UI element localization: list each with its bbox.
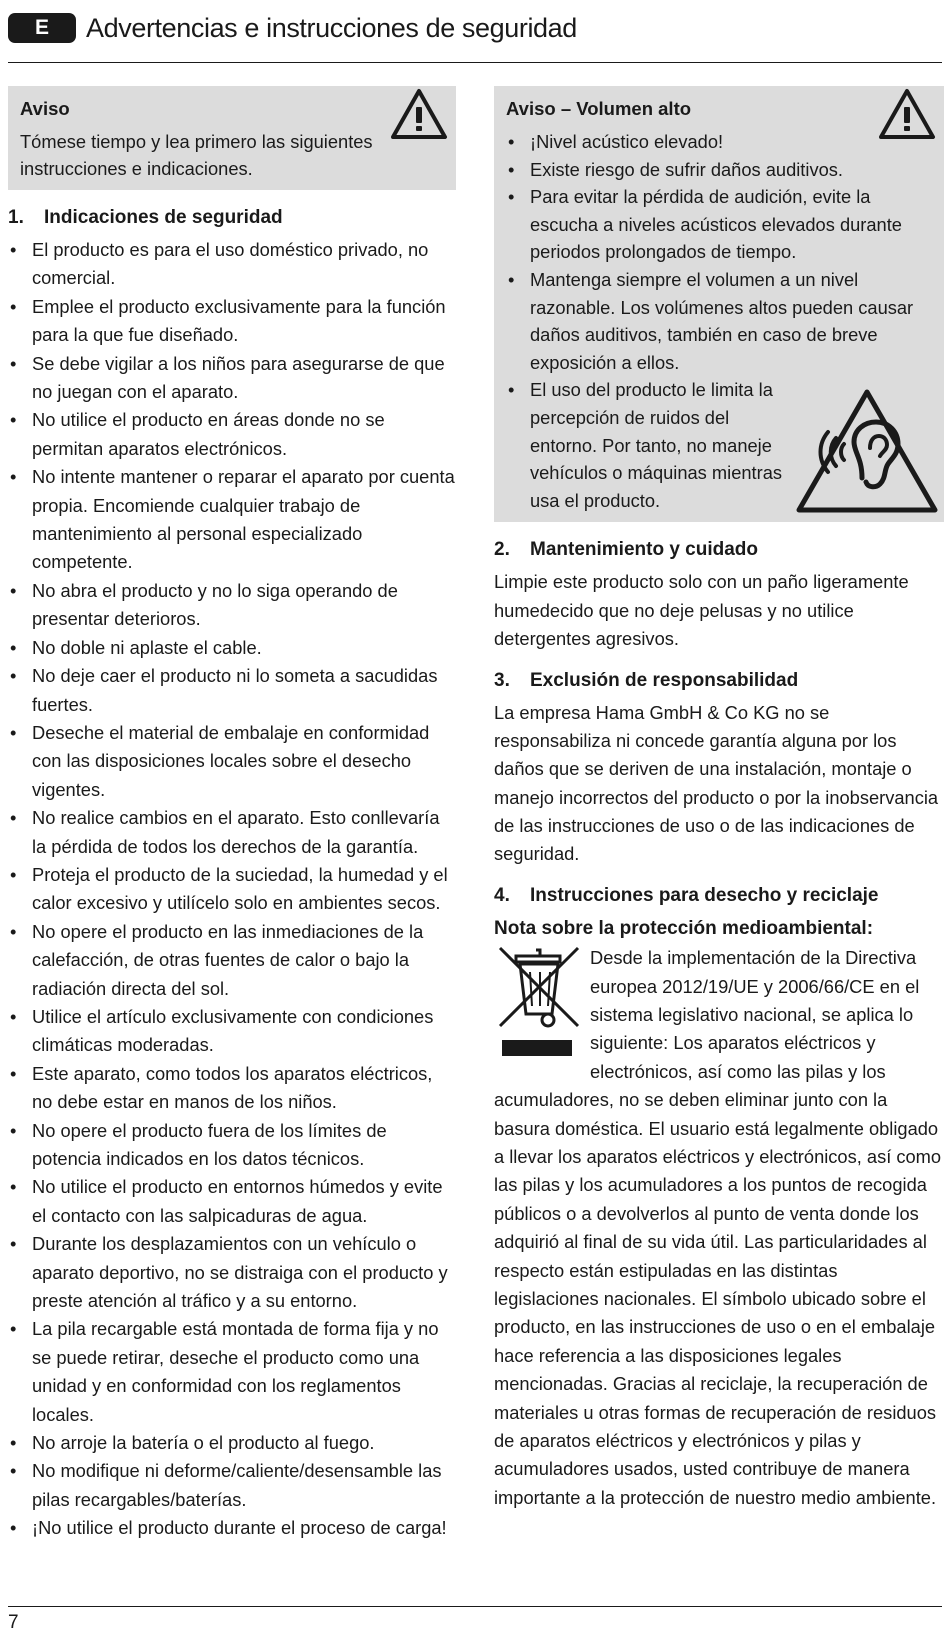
header-divider <box>8 62 942 63</box>
section-title: Instrucciones para desecho y reciclaje <box>530 885 879 907</box>
list-item: • Utilice el artículo exclusivamente con condiciones climáticas moderadas. <box>8 1003 456 1060</box>
list-item: • Deseche el material de embalaje en conformidad con las disposiciones locales sobre el desecho vigentes. <box>8 719 456 804</box>
list-item: • No opere el producto en las inmediaciones de la calefacción, de otras fuentes de calor o bajo la radiación directa del sol. <box>8 918 456 1003</box>
list-item: • No doble ni aplaste el cable. <box>8 634 456 662</box>
warning-triangle-icon <box>390 88 448 140</box>
footer-divider <box>8 1606 942 1607</box>
left-column <box>8 86 456 1543</box>
notice-title: Aviso <box>20 98 70 119</box>
section-heading-safety <box>8 204 456 232</box>
list-item: • La pila recargable está montada de forma fija y no se puede retirar, deseche el producto como una unidad y en conformidad con los reglamentos locales. <box>8 1315 456 1429</box>
section-number: 3. <box>494 669 510 691</box>
notice-title: Aviso – Volumen alto <box>506 98 692 119</box>
list-item: • No modifique ni deforme/caliente/desensamble las pilas recargables/baterías. <box>8 1457 456 1514</box>
list-item: • Durante los desplazamientos con un vehículo o aparato deportivo, no se distraiga con el producto y preste atención al tráfico y a su entorno. <box>8 1230 456 1315</box>
list-item: • ¡Nivel acústico elevado! <box>506 128 932 156</box>
page-header <box>8 10 577 46</box>
list-item: • Se debe vigilar a los niños para asegurarse de que no juegan con el aparato. <box>8 350 456 407</box>
list-item: • Mantenga siempre el volumen a un nivel razonable. Los volúmenes altos pueden causar daños auditivos, también en caso de breve exposición a ellos. <box>506 266 932 376</box>
maintenance-text: Limpie este producto solo con un paño ligeramente humedecido que no deje pelusas y no utilice detergentes agresivos. <box>494 571 909 649</box>
section-number: 4. <box>494 885 510 907</box>
language-badge: E <box>8 13 76 43</box>
list-item: • Este aparato, como todos los aparatos eléctricos, no debe estar en manos de los niños. <box>8 1060 456 1117</box>
list-item: • No realice cambios en el aparato. Esto conllevaría la pérdida de todos los derechos de la garantía. <box>8 804 456 861</box>
list-item: • Para evitar la pérdida de audición, evite la escucha a niveles acústicos elevados durante periodos prolongados de tiempo. <box>506 183 932 266</box>
notice-box <box>8 86 456 190</box>
section-heading-disposal <box>494 882 944 910</box>
disposal-text: Desde la implementación de la Directiva europea 2012/19/UE y 2006/66/CE en el sistema legislativo nacional, se aplica lo siguiente: Los aparatos eléctricos y electrónicos, así como las pilas y los acumuladores, no se deben eliminar junto con la basura doméstica. El usuario está legalmente obligado a llevar los aparatos eléctricos y electrónicos, así como las pilas y los acumuladores a los puntos de recogida públicos o a devolverlos al punto de venta donde los adquirió al final de su vida útil. Las particularidades al respecto están estipuladas en las distintas legislaciones nacionales. El símbolo ubicado sobre el producto, en las instrucciones de uso o en el embalaje hace referencia a las disposiciones legales mencionadas. Gracias al reciclaje, la recuperación de materiales u otras formas de recuperación de residuos de aparatos eléctricos y electrónicos y pilas y acumuladores usados, usted contribuye de manera importante a la protección de nuestro medio ambiente. <box>494 947 942 1508</box>
list-item: • Proteja el producto de la suciedad, la humedad y el calor excesivo y utilícelo solo en ambientes secos. <box>8 861 456 918</box>
notice-text: Tómese tiempo y lea primero las siguientes instrucciones e indicaciones. <box>20 131 373 179</box>
section-number: 1. <box>8 207 24 228</box>
list-item: • No utilice el producto en entornos húmedos y evite el contacto con las salpicaduras de agua. <box>8 1173 456 1230</box>
section-title: Indicaciones de seguridad <box>44 207 283 228</box>
list-item: • No abra el producto y no lo siga operando de presentar deterioros. <box>8 577 456 634</box>
section-title: Mantenimiento y cuidado <box>530 539 759 561</box>
section-title: Exclusión de responsabilidad <box>530 669 799 691</box>
liability-text: La empresa Hama GmbH & Co KG no se responsabiliza ni concede garantía alguna por los daños que se deriven de una instalación, montaje o manejo incorrectos del producto o por la inobservancia de las instrucciones de uso o de las indicaciones de seguridad. <box>494 701 939 864</box>
list-item: • No opere el producto fuera de los límites de potencia indicados en los datos técnicos. <box>8 1117 456 1174</box>
list-item: • Emplee el producto exclusivamente para la función para la que fue diseñado. <box>8 293 456 350</box>
section-heading-liability <box>494 667 944 695</box>
section-number: 2. <box>494 539 510 561</box>
list-item: • ¡No utilice el producto durante el proceso de carga! <box>8 1514 456 1542</box>
hearing-damage-warning-icon <box>794 386 940 516</box>
list-item: • El producto es para el uso doméstico privado, no comercial. <box>8 236 456 293</box>
safety-list <box>8 236 456 1543</box>
list-item: • No arroje la batería o el producto al fuego. <box>8 1429 456 1457</box>
volume-notice-box <box>494 86 944 522</box>
crossed-out-wheelie-bin-icon <box>494 944 586 1064</box>
list-item: • No intente mantener o reparar el aparato por cuenta propia. Encomiende cualquier trabajo de mantenimiento al personal especializado competente. <box>8 463 456 577</box>
list-item: • El uso del producto le limita la percepción de ruidos del entorno. Por tanto, no maneje vehículos o máquinas mientras usa el producto. <box>506 376 932 514</box>
right-column <box>494 86 944 1512</box>
list-item: • Existe riesgo de sufrir daños auditivos. <box>506 156 932 184</box>
page-title: Advertencias e instrucciones de seguridad <box>86 12 577 43</box>
section-heading-maintenance <box>494 536 944 564</box>
page-number: 7 <box>8 1612 19 1633</box>
disposal-block <box>494 944 944 1512</box>
list-item: • No utilice el producto en áreas donde no se permitan aparatos electrónicos. <box>8 406 456 463</box>
list-item: • No deje caer el producto ni lo someta a sacudidas fuertes. <box>8 662 456 719</box>
environment-note-title: Nota sobre la protección medioambiental: <box>494 918 874 940</box>
